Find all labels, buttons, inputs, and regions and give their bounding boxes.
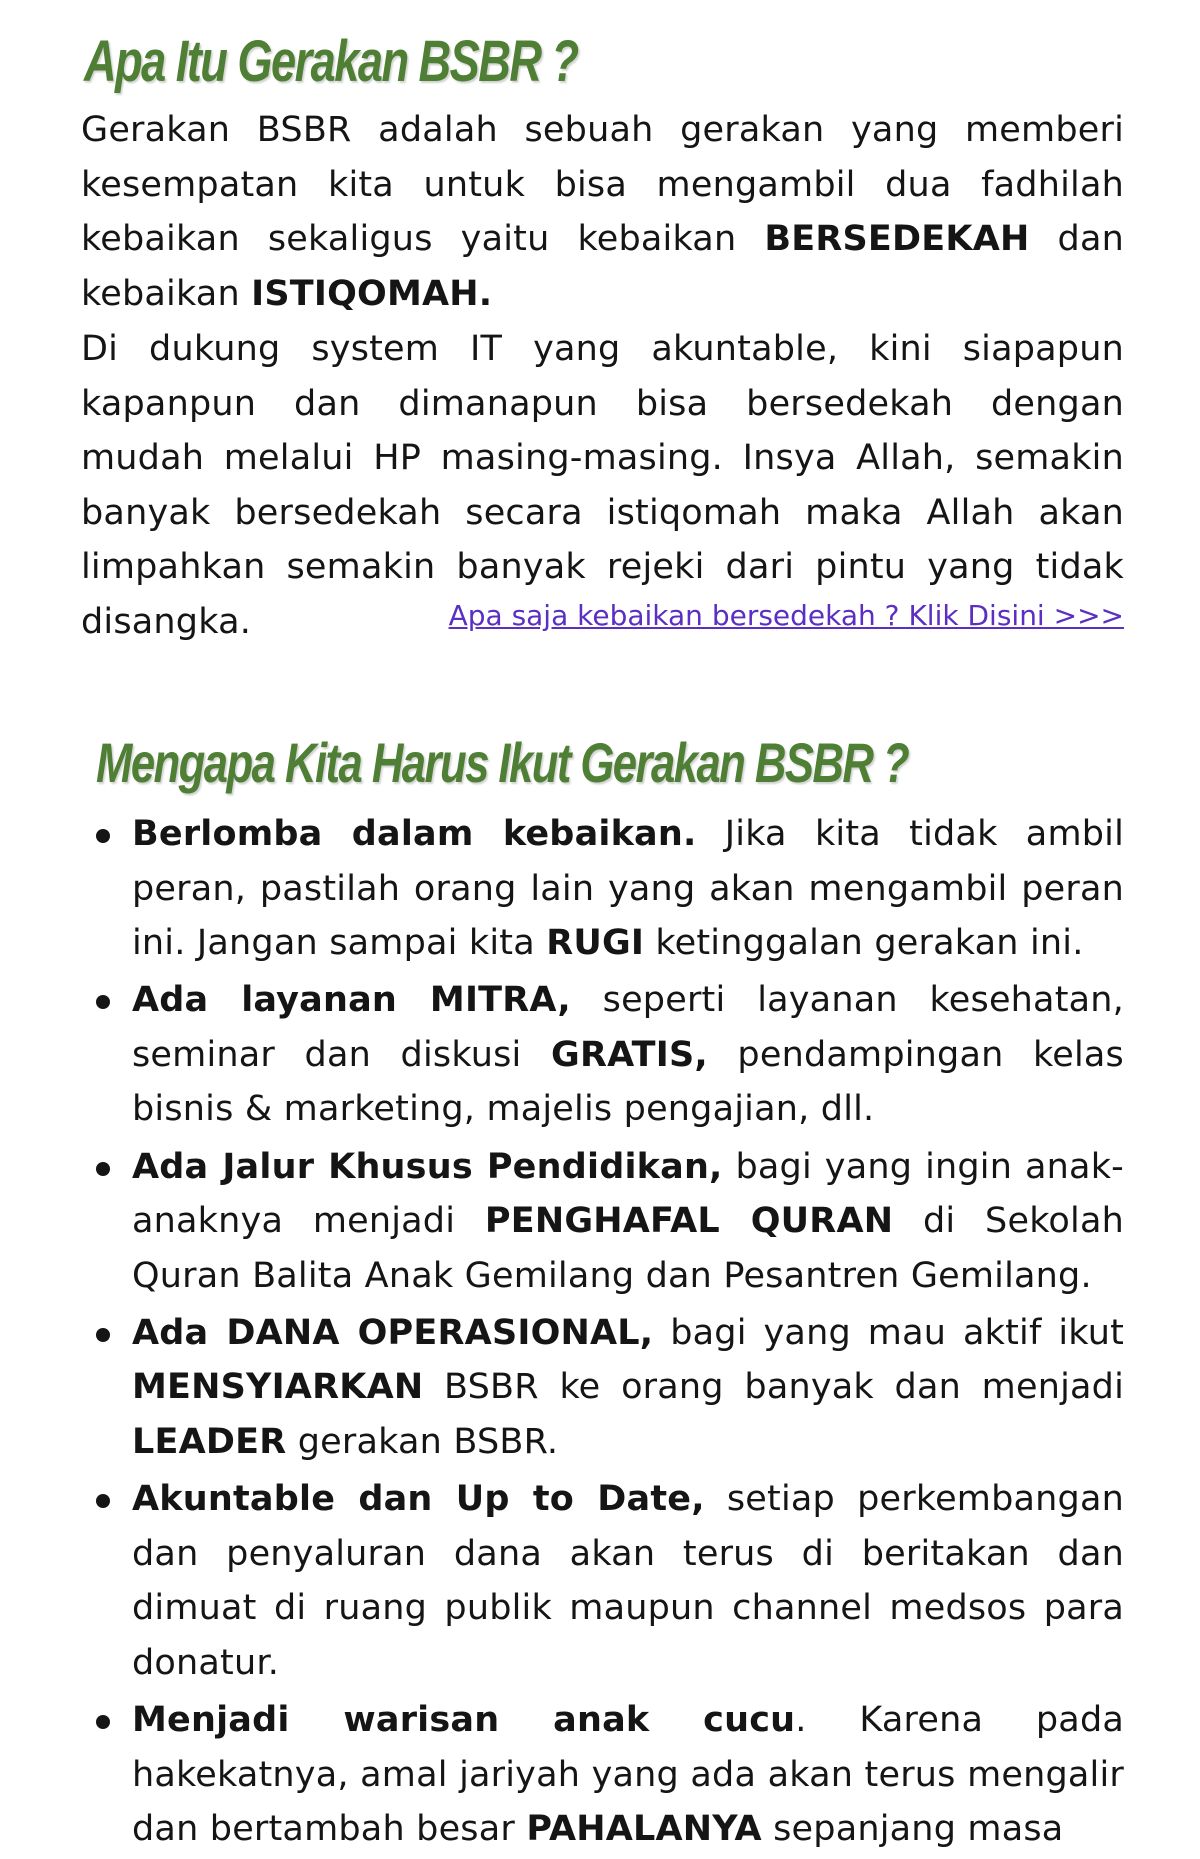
list-item-plain: setiap perkembangan dan penyaluran dana akan terus di beritakan dan dimuat di ruang publik maupun channel medsos para donatur. [132,1479,1124,1683]
list-item-text [132,1147,1124,1296]
list-item [96,1306,1124,1470]
list-item-plain: sepanjang masa [761,1809,1064,1850]
list-item-plain: gerakan BSBR. [286,1422,559,1463]
list-item [96,1140,1124,1304]
section1-paragraph-1 [81,103,1124,321]
list-item-text [132,1479,1124,1683]
p1-bold-bersedekah: BERSEDEKAH [764,219,1030,260]
list-item-plain: seperti layanan kesehatan, seminar dan diskusi [132,980,1124,1075]
list-item [96,1693,1124,1857]
list-item-text [132,1313,1124,1462]
kebaikan-bersedekah-link[interactable]: Apa saja kebaikan bersedekah ? Klik Disini >>> [448,599,1124,632]
section1-paragraph-2: Di dukung system IT yang akuntable, kini siapapun kapanpun dan dimanapun bisa bersedekah dengan mudah melalui HP masing-masing. Insya Allah, semakin banyak bersedekah secara istiqomah maka Allah akan limpahkan semakin banyak rejeki dari pintu yang tidak disangka. [81,329,1124,642]
list-item-bold: Ada Jalur Khusus Pendidikan, [132,1146,723,1187]
bullet-icon [96,1715,110,1729]
list-item-bold: GRATIS, [551,1034,708,1075]
list-item-text [132,980,1124,1129]
section2-title: Mengapa Kita Harus Ikut Gerakan BSBR ? [96,731,909,794]
list-item-plain: bagi yang mau aktif ikut [653,1312,1124,1353]
list-item-bold: Berlomba dalam kebaikan. [132,814,697,854]
link-container [449,596,1124,636]
list-item-bold: MENSYIARKAN [132,1367,424,1408]
list-item-bold: LEADER [132,1422,287,1463]
list-item-plain: bagi yang ingin anak-anaknya menjadi [132,1146,1124,1242]
list-item-text [132,814,1124,963]
p1-text-2: dan kebaikan [81,219,1124,314]
p1-bold-istiqomah: ISTIQOMAH. [251,273,493,314]
list-item-text [132,1700,1124,1849]
list-item-plain: pendampingan kelas bisnis & marketing, majelis pengajian, dll. [132,1034,1124,1130]
list-item [96,1472,1124,1690]
list-item-plain: Jika kita tidak ambil peran, pastilah orang lain yang akan mengambil peran ini. Jangan sampai kita [132,814,1124,964]
list-item-plain: BSBR ke orang banyak dan menjadi [423,1367,1124,1408]
list-item [96,807,1124,971]
list-item-plain: . Karena pada hakekatnya, amal jariyah yang ada akan terus mengalir dan bertambah besar [132,1700,1125,1850]
bullet-icon [96,995,110,1009]
bullet-icon [96,829,110,843]
list-item-bold: RUGI [546,923,645,964]
p1-text-1: Gerakan BSBR adalah sebuah gerakan yang memberi kesempatan kita untuk bisa mengambil dua fadhilah kebaikan sekaligus yaitu kebaikan [81,110,1124,260]
list-item-bold: Ada layanan MITRA, [132,980,571,1021]
list-item-bold: PENGHAFAL QURAN [484,1201,894,1242]
list-item-bold: Menjadi warisan anak cucu [132,1700,796,1740]
list-item-bold: PAHALANYA [526,1809,762,1850]
list-item-plain: di Sekolah Quran Balita Anak Gemilang dan Pesantren Gemilang. [132,1201,1124,1296]
bullet-icon [96,1162,110,1176]
list-item-bold: Ada DANA OPERASIONAL, [132,1312,654,1353]
list-item-bold: Akuntable dan Up to Date, [132,1479,705,1520]
bullet-icon [96,1494,110,1508]
bullet-icon [96,1328,110,1342]
list-item [96,973,1124,1137]
section1-title: Apa Itu Gerakan BSBR ? [84,29,578,94]
reasons-list [96,807,1124,1859]
list-item-plain: ketinggalan gerakan ini. [644,923,1084,964]
